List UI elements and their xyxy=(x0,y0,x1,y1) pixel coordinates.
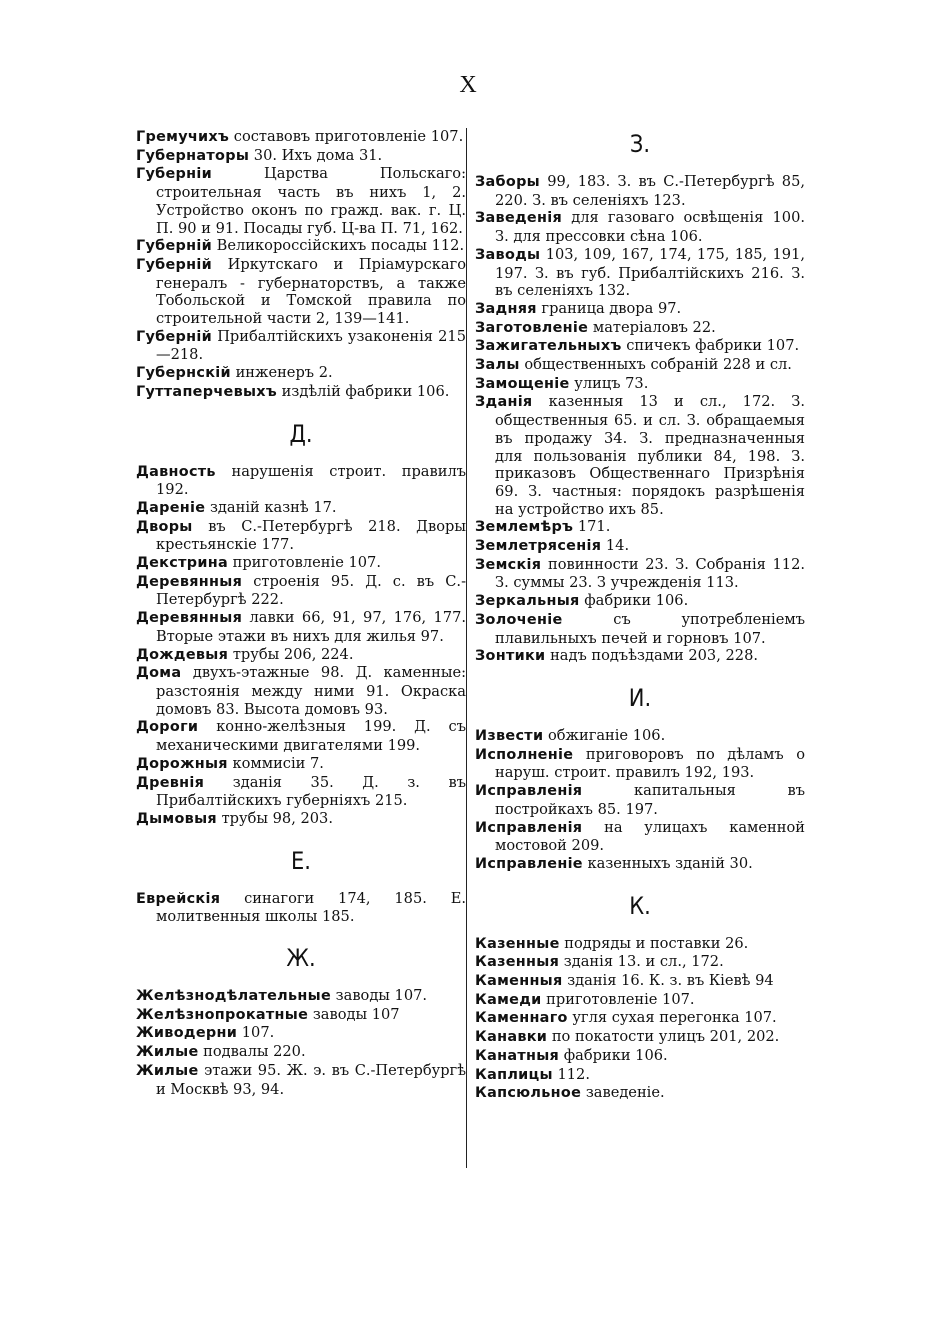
index-entry xyxy=(136,237,466,256)
index-entry xyxy=(136,518,466,554)
entry-term: Гуттаперчевыхъ xyxy=(136,383,278,400)
entry-text: заводы 107 xyxy=(312,1005,400,1023)
section-heading: Е. xyxy=(291,846,311,875)
entry-text: Иркутскаго и Пріамурскаго генералъ - губернаторствъ, а также Тобольской и Томской правила по строительной части 2, 139—141. xyxy=(156,255,466,328)
entry-term: Зеркальныя xyxy=(475,593,580,610)
entry-term: Желѣзнопрокатные xyxy=(136,1006,309,1023)
index-entry xyxy=(475,209,805,245)
entry-text: по покатости улицъ 201, 202. xyxy=(551,1028,780,1046)
entry-term: Исправленіе xyxy=(475,855,583,872)
entry-term: Каплицы xyxy=(475,1066,553,1083)
entry-term: Зонтики xyxy=(475,648,546,665)
entry-text: зданія 13. и сл., 172. xyxy=(563,953,724,971)
entry-term: Заготовленіе xyxy=(475,319,589,336)
index-entry xyxy=(136,554,466,573)
entry-term: Дождевыя xyxy=(136,646,229,663)
index-entry xyxy=(136,890,466,926)
index-entry xyxy=(475,991,805,1010)
entry-text: инженеръ 2. xyxy=(235,364,333,382)
index-entry xyxy=(475,319,805,338)
index-entry xyxy=(475,935,805,954)
index-entry xyxy=(475,1009,805,1028)
entry-term: Деревянныя xyxy=(136,610,243,627)
entry-text: коммисіи 7. xyxy=(232,754,324,772)
index-entry xyxy=(136,499,466,518)
entry-text: издѣлій фабрики 106. xyxy=(281,382,450,400)
index-entry xyxy=(475,556,805,592)
entry-text: Царства Польскаго: строительная часть въ нихъ 1, 2. Устройство оконъ по гражд. вак. г. Ц. П. 90 и 91. Посады губ. Ц-ва П. 71, 162. xyxy=(156,165,466,237)
entry-text: приготовленіе 107. xyxy=(232,554,381,572)
index-entry xyxy=(475,518,805,537)
index-entry xyxy=(475,746,805,782)
entry-text: повинности 23. З. Собранія 112. З. суммы 23. З учрежденія 113. xyxy=(495,555,805,592)
entry-text: зданій казнѣ 17. xyxy=(209,498,337,516)
index-entry xyxy=(136,755,466,774)
index-entry xyxy=(136,328,466,364)
entry-term: Исполненіе xyxy=(475,746,574,763)
entry-term: Дороги xyxy=(136,719,199,736)
index-entry xyxy=(475,819,805,855)
index-entry xyxy=(136,1006,466,1025)
entry-term: Золоченіе xyxy=(475,611,563,628)
left-column xyxy=(136,128,466,1098)
entry-term: Живодерни xyxy=(136,1025,238,1042)
entry-text: граница двора 97. xyxy=(541,299,682,317)
entry-term: Извести xyxy=(475,727,544,744)
index-entry xyxy=(475,1047,805,1066)
entry-term: Желѣзнодѣлательные xyxy=(136,988,332,1005)
entry-text: для газоваго освѣщенія 100. З. для прессовки сѣна 106. xyxy=(495,209,805,246)
entry-text: 99, 183. З. въ С.-Петербургѣ 85, 220. З. въ селеніяхъ 123. xyxy=(495,173,806,209)
index-entry xyxy=(136,1062,466,1098)
entry-text: этажи 95. Ж. э. въ С.-Петербургѣ и Москвѣ 93, 94. xyxy=(156,1061,467,1098)
index-entry xyxy=(475,782,805,818)
entry-term: Заводы xyxy=(475,246,541,263)
entry-text: нарушенія строит. правилъ 192. xyxy=(156,462,466,499)
entry-text: въ С.-Петербургѣ 218. Дворы крестьянскіе 177. xyxy=(156,517,466,554)
entry-term: Гремучихъ xyxy=(136,129,230,145)
entry-term: Жилые xyxy=(136,1062,199,1079)
entry-text: улицъ 73. xyxy=(574,374,649,392)
entry-term: Дареніе xyxy=(136,499,206,516)
entry-text: составовъ приготовленіе 107. xyxy=(233,128,464,145)
entry-text: Прибалтійскихъ узаконенія 215—218. xyxy=(156,327,467,364)
entry-term: Губерній xyxy=(136,238,213,255)
entry-term: Жилые xyxy=(136,1044,199,1061)
index-entry xyxy=(475,1028,805,1047)
entry-text: трубы 98, 203. xyxy=(221,809,333,827)
index-entry xyxy=(136,573,466,609)
entry-term: Заборы xyxy=(475,174,540,190)
index-entry xyxy=(475,647,805,666)
index-entry xyxy=(475,337,805,356)
entry-text: казенныхъ зданій 30. xyxy=(587,854,753,872)
entry-term: Залы xyxy=(475,357,520,374)
entry-term: Капсюльное xyxy=(475,1085,582,1102)
index-entry xyxy=(136,256,466,328)
entry-term: Дворы xyxy=(136,518,193,535)
entry-text: приговоровъ по дѣламъ о наруш. строит. правилъ 192, 193. xyxy=(495,745,805,782)
entry-text: 30. Ихъ дома 31. xyxy=(253,146,383,164)
index-entry xyxy=(136,1043,466,1062)
index-entry xyxy=(475,972,805,991)
entry-term: Замощеніе xyxy=(475,375,570,392)
entry-text: угля сухая перегонка 107. xyxy=(572,1009,777,1027)
index-entry xyxy=(136,463,466,499)
entry-text: 171. xyxy=(577,518,611,536)
entry-term: Канатныя xyxy=(475,1047,560,1064)
index-entry xyxy=(136,609,466,645)
entry-text: заводы 107. xyxy=(335,987,428,1005)
entry-term: Исправленія xyxy=(475,783,583,800)
entry-term: Губерніи xyxy=(136,166,213,183)
entry-term: Землемѣръ xyxy=(475,519,574,536)
index-entry xyxy=(475,393,805,518)
index-entry xyxy=(475,727,805,746)
index-entry xyxy=(475,375,805,394)
entry-text: матеріаловъ 22. xyxy=(592,318,716,336)
entry-text: казенныя 13 и сл., 172. З. общественныя 65. и сл. З. обращаемыя въ продажу 34. З. предназначенныя для пользованія публики 84, 198. З. приказовъ Общественнаго Призрѣнія 69. З. частныя: порядокъ разрѣшенія на устройство ихъ 85. xyxy=(495,393,806,518)
section-heading: Ж. xyxy=(286,944,316,972)
entry-term: Казенные xyxy=(475,935,560,952)
index-entry xyxy=(136,718,466,754)
entry-text: съ употребленіемъ плавильныхъ печей и горновъ 107. xyxy=(495,610,805,647)
entry-text: фабрики 106. xyxy=(563,1046,668,1064)
index-entry xyxy=(136,165,466,237)
entry-text: синагоги 174, 185. Е. молитвенныя школы 185. xyxy=(156,889,466,926)
entry-term: Губернскій xyxy=(136,365,231,382)
entry-term: Канавки xyxy=(475,1029,548,1046)
section-heading: И. xyxy=(628,684,652,712)
index-entry xyxy=(475,1066,805,1085)
entry-text: 112. xyxy=(557,1065,590,1083)
entry-text: обжиганіе 106. xyxy=(547,726,666,744)
entry-text: Великороссійскихъ посады 112. xyxy=(216,237,465,255)
entry-text: подвалы 220. xyxy=(203,1043,306,1061)
section-heading: З. xyxy=(629,130,651,158)
entry-term: Губернаторы xyxy=(136,147,250,164)
section-heading: К. xyxy=(629,891,651,920)
entry-text: 103, 109, 167, 174, 175, 185, 191, 197. З. въ губ. Прибалтійскихъ 216. З. въ селеніяхъ 132. xyxy=(495,245,805,300)
entry-text: зданія 35. Д. з. въ Прибалтійскихъ губерніяхъ 215. xyxy=(156,773,466,810)
index-entry xyxy=(475,173,805,209)
entry-text: на улицахъ каменной мостовой 209. xyxy=(495,818,805,855)
entry-text: надъ подъѣздами 203, 228. xyxy=(550,647,758,665)
index-entry xyxy=(136,646,466,665)
index-entry xyxy=(136,664,466,718)
index-entry xyxy=(136,810,466,829)
entry-term: Камеди xyxy=(475,991,542,1008)
entry-term: Земскія xyxy=(475,556,542,573)
entry-text: приготовленіе 107. xyxy=(546,990,695,1008)
entry-text: спичекъ фабрики 107. xyxy=(626,337,800,355)
entry-text: лавки 66, 91, 97, 176, 177. Вторые этажи въ нихъ для жилья 97. xyxy=(156,609,466,645)
entry-text: конно-желѣзныя 199. Д. съ механическими двигателями 199. xyxy=(156,718,467,755)
index-entry xyxy=(475,953,805,972)
entry-term: Дымовыя xyxy=(136,810,217,827)
index-entry xyxy=(136,1024,466,1043)
entry-text: 14. xyxy=(605,537,630,555)
entry-term: Давность xyxy=(136,463,216,480)
index-entry xyxy=(136,383,466,402)
index-entry xyxy=(475,246,805,300)
index-entry xyxy=(475,611,805,647)
entry-term: Заведенія xyxy=(475,210,562,227)
entry-term: Исправленія xyxy=(475,819,583,836)
entry-term: Каменныя xyxy=(475,973,563,990)
index-entry xyxy=(475,356,805,375)
index-entry xyxy=(136,774,466,810)
entry-term: Древнія xyxy=(136,774,205,791)
entry-text: капитальныя въ постройкахъ 85. 197. xyxy=(495,782,805,818)
entry-text: общественныхъ собраній 228 и сл. xyxy=(524,356,792,374)
entry-text: заведеніе. xyxy=(585,1084,665,1102)
column-divider xyxy=(466,128,467,1168)
entry-term: Еврейскія xyxy=(136,890,221,907)
entry-term: Зданія xyxy=(475,394,533,411)
entry-text: двухъ-этажные 98. Д. каменные: разстоянія между ними 91. Окраска домовъ 83. Высота домовъ 93. xyxy=(156,664,466,718)
entry-term: Губерній xyxy=(136,328,213,345)
entry-term: Декстрина xyxy=(136,555,228,572)
entry-term: Казенныя xyxy=(475,954,560,971)
entry-term: Дорожныя xyxy=(136,755,228,772)
entry-term: Дома xyxy=(136,665,182,682)
entry-text: строенія 95. Д. с. въ С.-Петербургѣ 222. xyxy=(156,572,467,609)
index-entry xyxy=(475,300,805,319)
entry-text: фабрики 106. xyxy=(584,592,689,610)
index-entry xyxy=(475,855,805,874)
entry-term: Землетрясенія xyxy=(475,538,602,555)
entry-text: зданія 16. К. з. въ Кіевѣ 94 xyxy=(567,972,774,990)
entry-text: подряды и поставки 26. xyxy=(564,934,749,952)
entry-text: трубы 206, 224. xyxy=(232,645,354,663)
index-entry xyxy=(136,147,466,166)
entry-term: Задняя xyxy=(475,300,537,317)
page-number: X xyxy=(459,72,477,98)
entry-text: 107. xyxy=(241,1024,275,1042)
index-entry xyxy=(136,987,466,1006)
entry-term: Губерній xyxy=(136,256,213,273)
entry-term: Каменнаго xyxy=(475,1010,568,1027)
index-entry xyxy=(475,592,805,611)
index-entry xyxy=(136,364,466,383)
entry-term: Зажигательныхъ xyxy=(475,338,622,355)
section-heading: Д. xyxy=(289,419,313,448)
right-column xyxy=(475,128,805,1103)
index-entry xyxy=(475,1084,805,1103)
index-entry xyxy=(475,537,805,556)
entry-term: Деревянныя xyxy=(136,573,243,590)
index-entry xyxy=(136,128,466,147)
